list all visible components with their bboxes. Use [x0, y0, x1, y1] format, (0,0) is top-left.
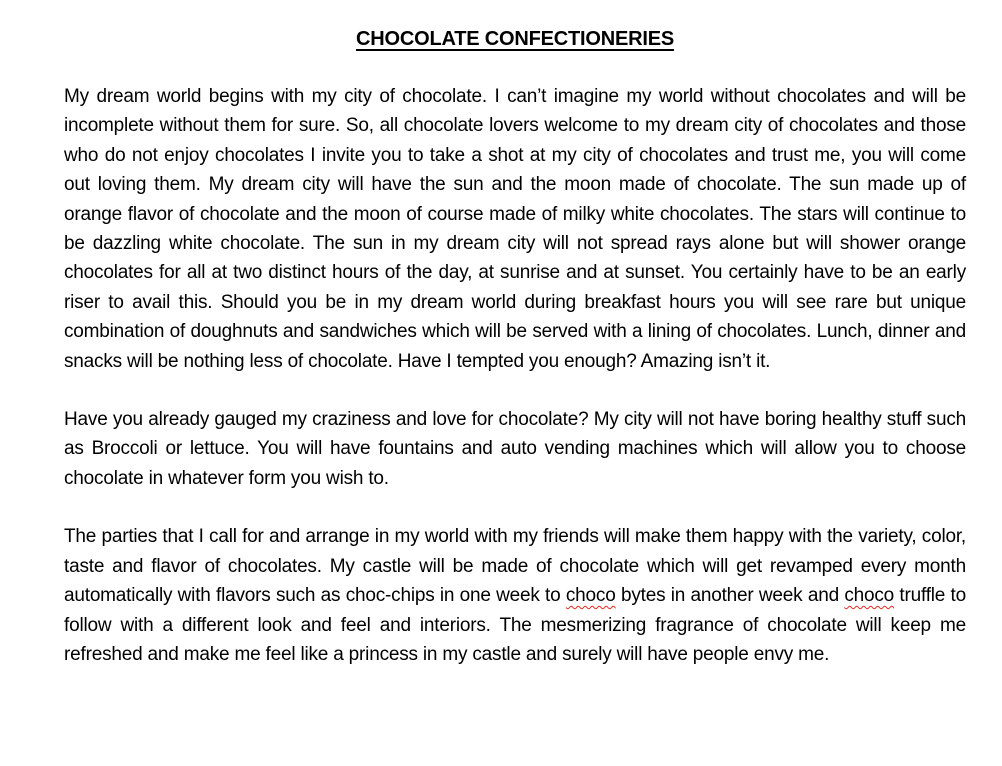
paragraph-parties [64, 522, 966, 669]
paragraph-dream-city: My dream world begins with my city of chocolate. I can’t imagine my world without chocolates and will be incomplete without them for sure. So, all chocolate lovers welcome to my dream city of chocolates and those who do not enjoy chocolates I invite you to take a shot at my city of chocolates and trust me, you will come out loving them. My dream city will have the sun and the moon made of chocolate. The sun made up of orange flavor of chocolate and the moon of course made of milky white chocolates. The stars will continue to be dazzling white chocolate. The sun in my dream city will not spread rays alone but will shower orange chocolates for all at two distinct hours of the day, at sunrise and at sunset. You certainly have to be an early riser to avail this. Should you be in my dream world during breakfast hours you will see rare but unique combination of doughnuts and sandwiches which will be served with a lining of chocolates. Lunch, dinner and snacks will be nothing less of chocolate. Have I tempted you enough? Amazing isn’t it. [64, 86, 966, 372]
paragraph-parties-segment-1: The parties that I call for and arrange in my world with my friends will make them happy with the variety, color, taste and flavor of chocolates. My castle will be made of chocolate which will get revamped every month automatically with flavors such as choc-chips in one week to [64, 526, 966, 607]
document-title: CHOCOLATE CONFECTIONERIES [356, 28, 674, 50]
paragraph-craziness: Have you already gauged my craziness and love for chocolate? My city will not have boring healthy stuff such as Broccoli or lettuce. You will have fountains and auto vending machines which will allow you to choose chocolate in whatever form you wish to. [64, 409, 966, 489]
paragraph-parties-segment-2: bytes in another week and [615, 585, 845, 607]
paragraph-parties-segment-3: truffle to follow with a different look and feel and interiors. The mesmerizing fragrance of chocolate will keep me refreshed and make me feel like a princess in my castle and surely will have people envy me. [64, 585, 966, 665]
misspelled-word-choco-2[interactable]: choco [844, 585, 895, 607]
misspelled-word-choco-1[interactable]: choco [565, 585, 616, 607]
